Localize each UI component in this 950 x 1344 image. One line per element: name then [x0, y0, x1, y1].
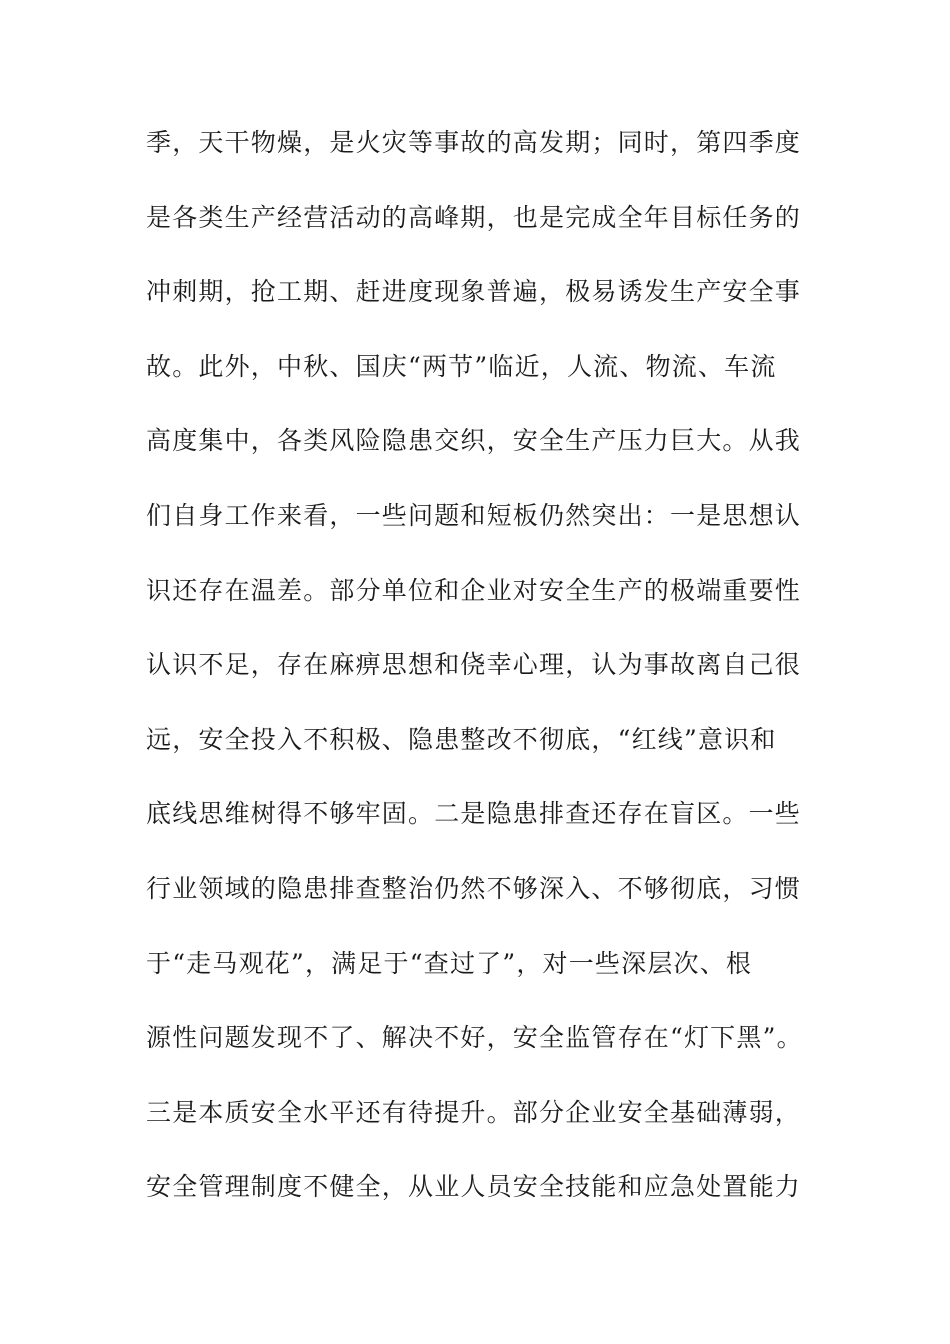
text-line: 远，安全投入不积极、隐患整改不彻底，“红线”意识和 — [146, 724, 777, 754]
text-line: 安全管理制度不健全，从业人员安全技能和应急处置能力 — [146, 1172, 802, 1202]
text-line: 冲刺期，抢工期、赶进度现象普遍，极易诱发生产安全事 — [146, 277, 802, 307]
text-line: 源性问题发现不了、解决不好，安全监管存在“灯下黑”。 — [146, 1023, 803, 1053]
text-line: 季，天干物燥，是火灾等事故的高发期；同时，第四季度 — [146, 128, 802, 157]
text-line: 故。此外，中秋、国庆“两节”临近，人流、物流、车流 — [146, 351, 777, 381]
text-line: 识还存在温差。部分单位和企业对安全生产的极端重要性 — [146, 575, 802, 605]
body-text — [146, 116, 816, 1235]
text-line: 行业领域的隐患排查整治仍然不够深入、不够彻底，习惯 — [146, 873, 802, 903]
text-line: 于“走马观花”，满足于“查过了”，对一些深层次、根 — [146, 948, 753, 978]
text-line: 认识不足，存在麻痹思想和侥幸心理，认为事故离自己很 — [146, 650, 802, 680]
text-line: 三是本质安全水平还有待提升。部分企业安全基础薄弱， — [146, 1097, 802, 1127]
text-line: 高度集中，各类风险隐患交织，安全生产压力巨大。从我 — [146, 426, 802, 456]
text-line: 底线思维树得不够牢固。二是隐患排查还存在盲区。一些 — [146, 799, 802, 829]
text-line: 是各类生产经营活动的高峰期，也是完成全年目标任务的 — [146, 202, 802, 232]
text-line: 们自身工作来看，一些问题和短板仍然突出：一是思想认 — [146, 500, 802, 530]
